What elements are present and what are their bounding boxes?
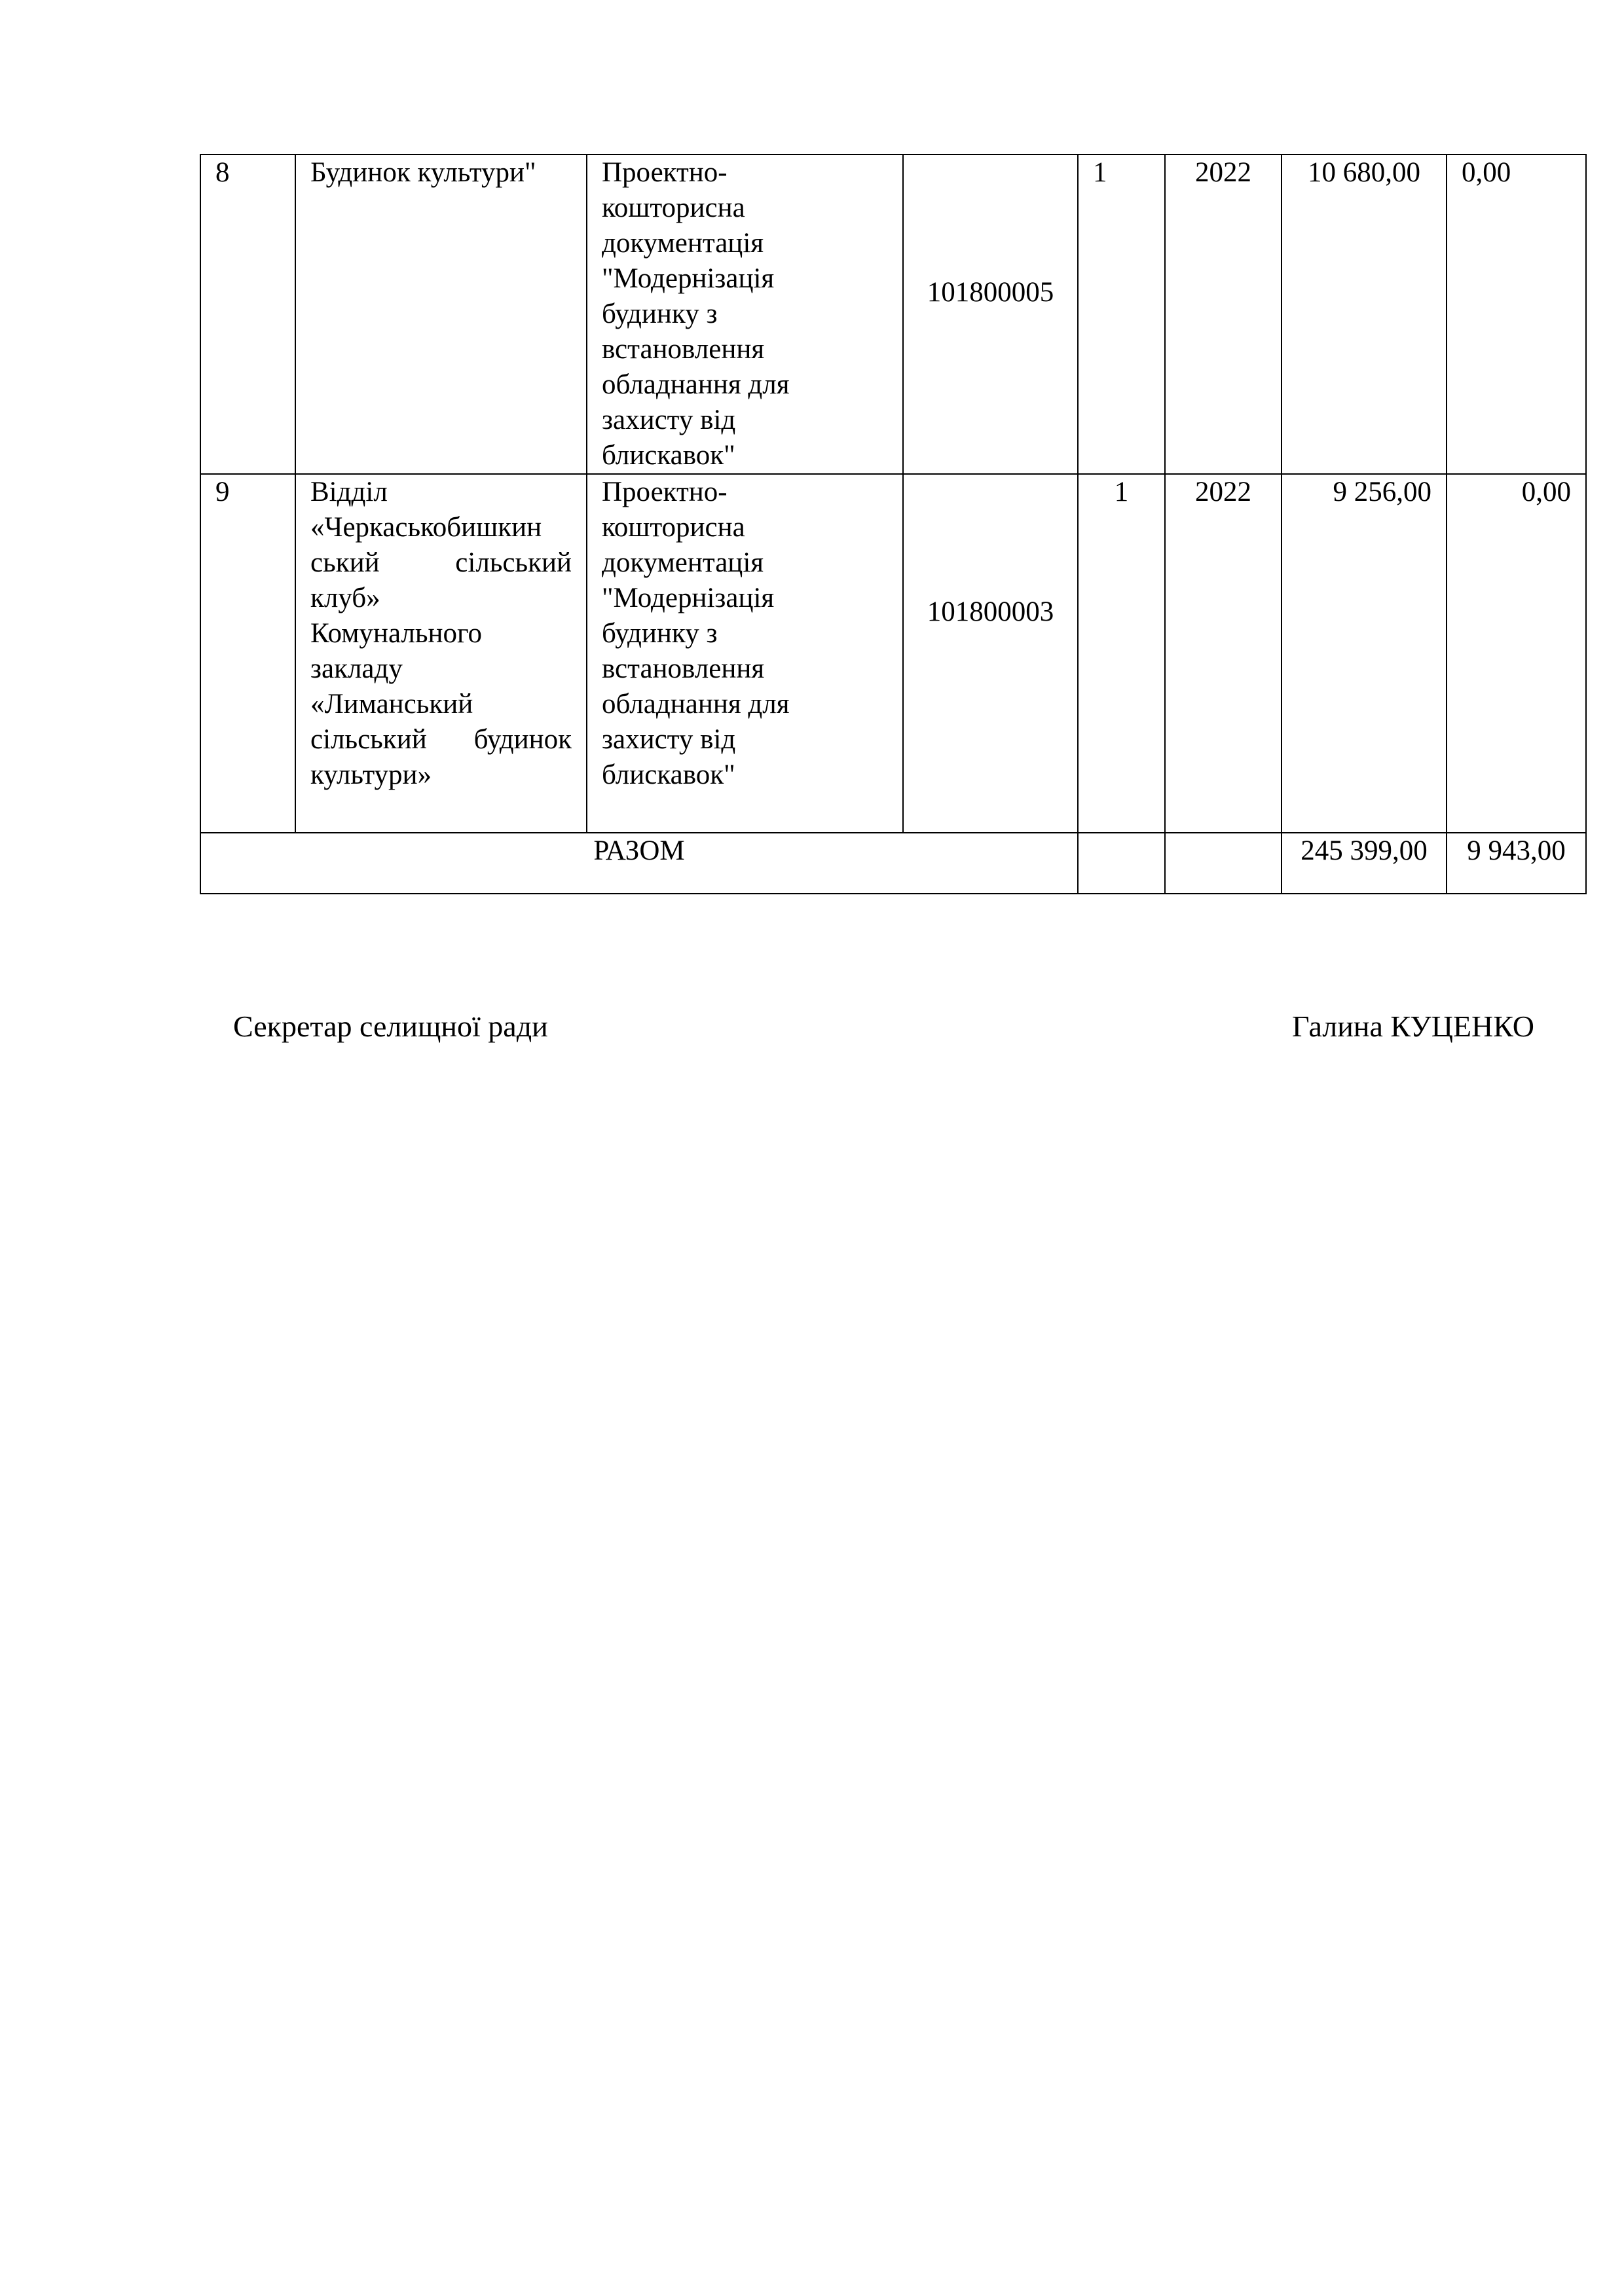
year: 2022 xyxy=(1165,155,1282,474)
quantity: 1 xyxy=(1078,155,1165,474)
row-number: 8 xyxy=(200,155,295,474)
total-row xyxy=(200,833,1586,894)
total-depreciation: 9 943,00 xyxy=(1447,833,1586,894)
total-label: РАЗОМ xyxy=(200,833,1078,894)
value: 10 680,00 xyxy=(1282,155,1447,474)
asset-description: Проектно- кошторисна документація "Модернізація будинку з встановлення обладнання для захисту від блискавок" xyxy=(587,155,903,474)
depreciation: 0,00 xyxy=(1447,155,1586,474)
depreciation: 0,00 xyxy=(1447,474,1586,833)
asset-description: Проектно- кошторисна документація "Модернізація будинку з встановлення обладнання для захисту від блискавок" xyxy=(587,474,903,833)
quantity: 1 xyxy=(1078,474,1165,833)
institution-name: Відділ «Черкаськобишкин ський сільський клуб» Комунального закладу «Лиманський сільський будинок культури» xyxy=(295,474,587,833)
inventory-code: 101800003 xyxy=(903,474,1078,833)
inventory-code: 101800005 xyxy=(903,155,1078,474)
total-year-empty xyxy=(1165,833,1282,894)
total-qty-empty xyxy=(1078,833,1165,894)
table-row xyxy=(200,155,1586,474)
row-number: 9 xyxy=(200,474,295,833)
signature-position: Секретар селищної ради xyxy=(233,1010,548,1043)
signature-name: Галина КУЦЕНКО xyxy=(1292,1010,1534,1043)
assets-table xyxy=(200,154,1587,894)
institution-name: Будинок культури" xyxy=(295,155,587,474)
total-value: 245 399,00 xyxy=(1282,833,1447,894)
table-row xyxy=(200,474,1586,833)
value: 9 256,00 xyxy=(1282,474,1447,833)
year: 2022 xyxy=(1165,474,1282,833)
